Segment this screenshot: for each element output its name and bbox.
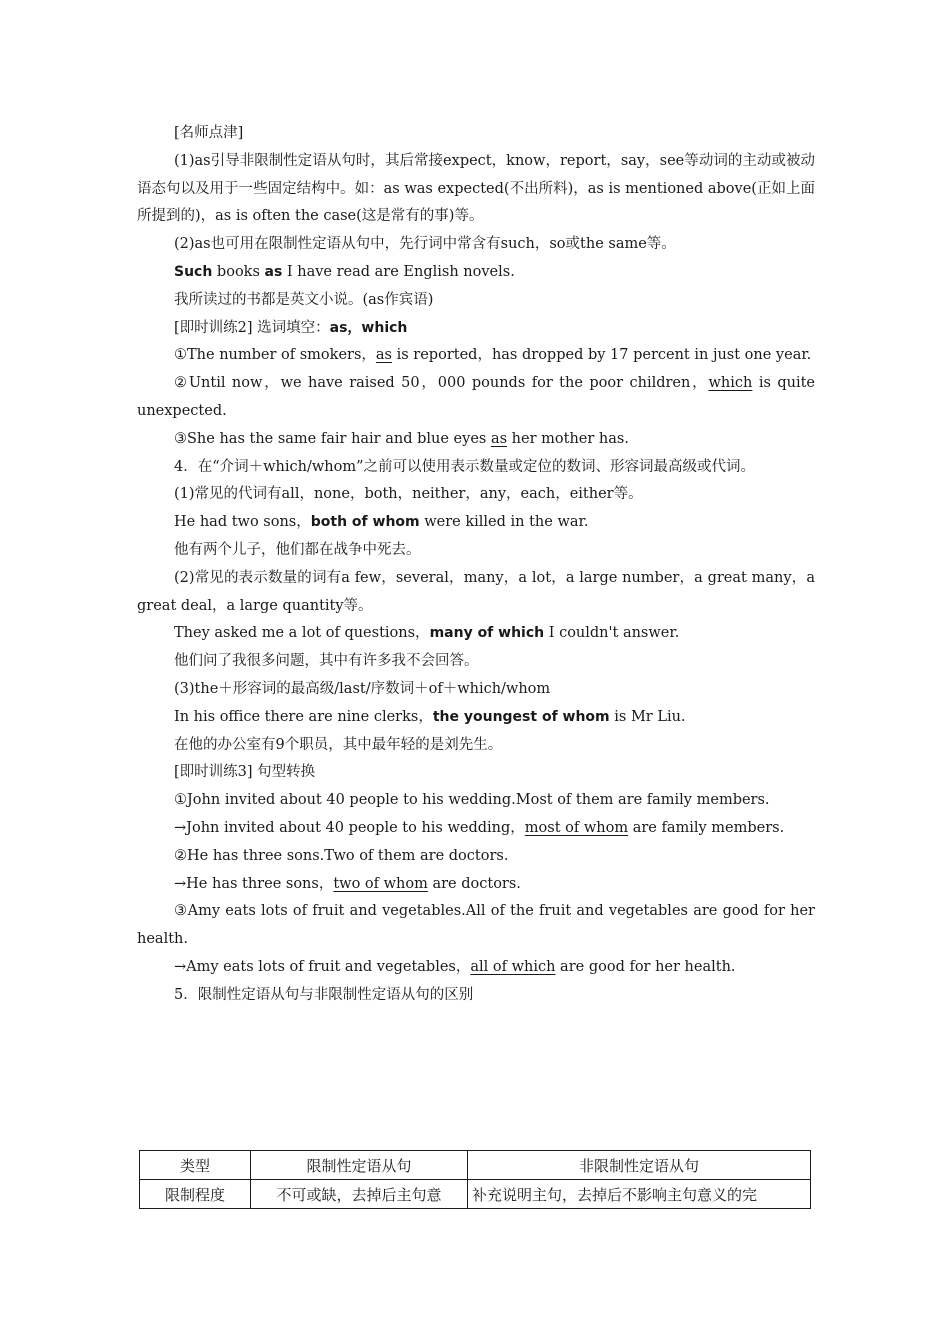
text: ①The number of smokers，: [174, 347, 376, 364]
table-cell: 限制性定语从句: [251, 1151, 468, 1180]
transform-1-answer: [137, 815, 815, 843]
example-translation: 他们问了我很多问题，其中有许多我不会回答。: [174, 653, 479, 670]
text: are good for her health.: [555, 958, 736, 975]
table-cell: 类型: [140, 1151, 251, 1180]
answer: which: [708, 375, 753, 392]
table-header-row: [140, 1151, 811, 1180]
answer: as: [375, 347, 392, 364]
keyword: the youngest of whom: [432, 708, 610, 725]
table-row: [140, 1180, 811, 1209]
keyword: both of whom: [310, 514, 420, 531]
text: I couldn't answer.: [544, 625, 680, 642]
text: her mother has.: [507, 430, 629, 447]
text: is reported，has dropped by 17 percent in just one year.: [392, 347, 812, 364]
text: He had two sons，: [174, 514, 311, 531]
text: is Mr Liu.: [609, 708, 686, 725]
answer: all of which: [470, 958, 556, 975]
drill-label: [即时训练2] 选词填空：: [174, 319, 330, 336]
point-4-1: (1)常见的代词有all，none，both，neither，any，each，either等。: [174, 486, 643, 503]
text: →John invited about 40 people to his wedding，: [174, 819, 525, 836]
question-1: [137, 342, 815, 370]
example-both: [137, 509, 815, 537]
keyword: as: [264, 263, 283, 280]
point-4-2: (2)常见的表示数量的词有a few，several，many，a lot，a large number，a great many，a great deal，a large quantity等。: [137, 569, 815, 614]
example-translation: 在他的办公室有9个职员，其中最年轻的是刘先生。: [174, 736, 503, 753]
point-4-3: (3)the＋形容词的最高级/last/序数词＋of＋which/whom: [174, 680, 551, 697]
text: books: [212, 263, 265, 280]
example-such-as: [137, 259, 815, 287]
document-page: [137, 120, 815, 1010]
example-translation: 他有两个儿子，他们都在战争中死去。: [174, 541, 421, 558]
answer: most of whom: [524, 819, 629, 836]
table-cell: 限制程度: [140, 1180, 251, 1209]
answer: as: [490, 430, 508, 447]
transform-3: ③Amy eats lots of fruit and vegetables.All of the fruit and vegetables are good for her health.: [137, 903, 815, 948]
example-translation: 我所读过的书都是英文小说。(as作宾语): [174, 291, 434, 308]
tip-header: [名师点津]: [174, 125, 244, 141]
keyword: many of which: [429, 625, 545, 642]
table-cell: 非限制性定语从句: [468, 1151, 811, 1180]
example-many: [137, 620, 815, 648]
text: In his office there are nine clerks，: [174, 708, 433, 725]
text: ③She has the same fair hair and blue eyes: [174, 430, 491, 447]
table-cell: 补充说明主句，去掉后不影响主句意义的完: [468, 1180, 811, 1209]
answer: two of whom: [333, 875, 428, 892]
keyword: Such: [174, 263, 213, 280]
point-4: 4．在“介词＋which/whom”之前可以使用表示数量或定位的数词、形容词最高级或代词。: [174, 458, 756, 475]
point-5: 5．限制性定语从句与非限制性定语从句的区别: [174, 986, 474, 1003]
table-cell: 不可或缺，去掉后主句意: [251, 1180, 468, 1209]
text: ②Until now，we have raised 50，000 pounds for the poor children，: [174, 375, 709, 392]
transform-2: ②He has three sons.Two of them are doctors.: [174, 847, 509, 864]
question-2: [137, 370, 815, 426]
text: are family members.: [628, 819, 785, 836]
text: is quite unexpected.: [137, 375, 815, 419]
text: are doctors.: [427, 875, 521, 892]
question-3: [137, 426, 815, 454]
transform-2-answer: [137, 871, 815, 899]
transform-1: ①John invited about 40 people to his wedding.Most of them are family members.: [174, 792, 770, 809]
drill-2-heading: [137, 315, 815, 343]
text: They asked me a lot of questions，: [174, 625, 430, 642]
text: were killed in the war.: [419, 514, 589, 531]
drill-3-heading: [即时训练3] 句型转换: [174, 764, 316, 781]
drill-words: as，which: [329, 319, 408, 336]
comparison-table: [139, 1150, 811, 1209]
text: →Amy eats lots of fruit and vegetables，: [174, 958, 471, 975]
transform-3-answer: [137, 954, 815, 982]
tip-paragraph-2: (2)as也可用在限制性定语从句中，先行词中常含有such，so或the same等。: [174, 236, 676, 253]
text: I have read are English novels.: [282, 263, 515, 280]
text: →He has three sons，: [174, 875, 334, 892]
tip-paragraph-1: (1)as引导非限制性定语从句时，其后常接expect，know，report，say，see等动词的主动或被动语态句以及用于一些固定结构中。如：as was expected(不出所料)，as is mentioned above(正如上面所提到的)，as is often the case(这是常有的事)等。: [137, 152, 815, 225]
example-youngest: [137, 704, 815, 732]
